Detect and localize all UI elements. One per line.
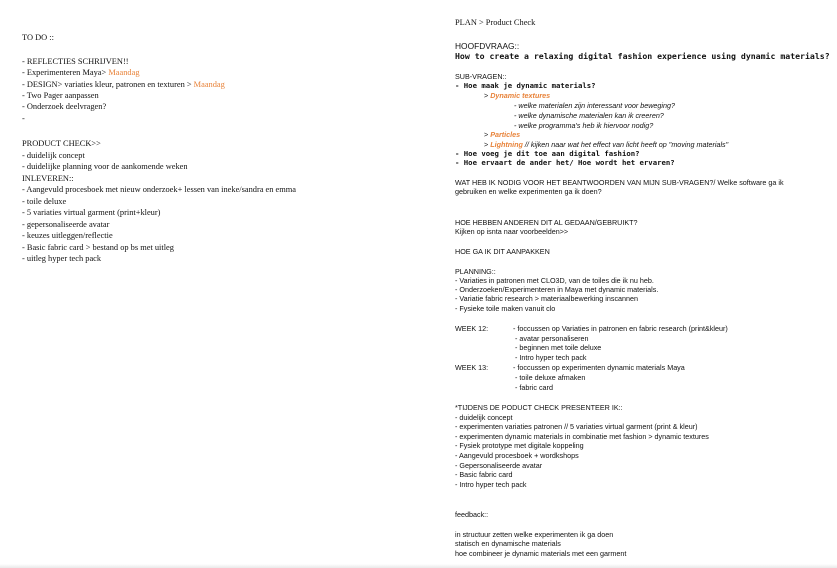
inleveren-item: - keuzes uitleggen/reflectie [22, 231, 113, 240]
inleveren-item: - gepersonaliseerde avatar [22, 220, 110, 229]
week12-label: WEEK 12: [455, 324, 489, 333]
planning-item: - Fysieke toile maken vanuit clo [455, 304, 556, 313]
inleveren-item: - 5 variaties virtual garment (print+kleur) [22, 208, 161, 217]
feedback-item: statisch en dynamische materials [455, 539, 561, 548]
present-label: *TIJDENS DE PODUCT CHECK PRESENTEER IK:: [455, 403, 623, 412]
inleveren-item: - Aangevuld procesboek met nieuw onderzoek+ lessen van ineke/sandra en emma [22, 185, 297, 194]
week13-item: - fabric card [515, 383, 553, 392]
sub-question: - Hoe voeg je dit toe aan digital fashion? [455, 149, 640, 158]
question-item: - welke dynamische materialen kan ik creeren? [514, 111, 664, 120]
planning-label: PLANNING:: [455, 267, 496, 276]
week13-label: WEEK 13: [455, 363, 489, 372]
particles-label: Particles [490, 130, 521, 139]
present-item: - Gepersonaliseerde avatar [455, 461, 543, 470]
breadcrumb: PLAN > Product Check [455, 18, 536, 27]
anderen-text: HOE HEBBEN ANDEREN DIT AL GEDAAN/GEBRUIKT? [455, 218, 638, 227]
todo-accent: Maandag [193, 80, 225, 89]
subvragen-label: SUB-VRAGEN:: [455, 72, 507, 81]
todo-item: - Onderzoek deelvragen? [22, 102, 107, 111]
todo-item: - Experimenteren Maya> Maandag [22, 68, 140, 77]
planning-item: - Variaties in patronen met CLO3D, van de toiles die ik nu heb. [455, 276, 654, 285]
week13-item: - toile deluxe afmaken [515, 373, 586, 382]
sub-question: - Hoe maak je dynamic materials? [455, 81, 596, 90]
inleveren-item: - Basic fabric card > bestand op bs met uitleg [22, 243, 174, 252]
todo-item: - DESIGN> variaties kleur, patronen en texturen > Maandag [22, 80, 225, 89]
planning-item: - Onderzoeken/Experimenteren in Maya met dynamic materials. [455, 285, 659, 294]
sub-topic: > Particles [484, 130, 521, 139]
product-check-item: - duidelijke planning voor de aankomende weken [22, 162, 188, 171]
dynamic-textures-label: Dynamic textures [490, 91, 551, 100]
present-item: - Intro hyper tech pack [455, 480, 527, 489]
page-bottom-edge [0, 564, 837, 568]
week12-item: - beginnen met toile deluxe [515, 343, 602, 352]
todo-item: - Two Pager aanpassen [22, 91, 99, 100]
feedback-label: feedback:: [455, 510, 489, 519]
question-item: - welke materialen zijn interessant voor beweging? [514, 101, 676, 110]
sub-topic: > Lightning // kijken naar wat het effect van licht heeft op "moving materials" [484, 140, 729, 149]
present-item: - experimenten dynamic materials in combinatie met fashion > dynamic textures [455, 432, 709, 441]
product-check-title: PRODUCT CHECK>> [22, 139, 101, 148]
lightning-label: Lightning [490, 140, 523, 149]
inleveren-item: - uitleg hyper tech pack [22, 254, 102, 263]
todo-title: TO DO :: [22, 33, 54, 42]
present-item: - Fysiek prototype met digitale koppeling [455, 441, 584, 450]
hoofdvraag-label: HOOFDVRAAG:: [455, 41, 520, 51]
todo-item: - [22, 114, 25, 123]
week12-item: - foccussen op Variaties in patronen en fabric research (print&kleur) [513, 324, 728, 333]
todo-item: - REFLECTIES SCHRIJVEN!! [22, 57, 129, 66]
right-page [420, 0, 837, 568]
aanpakken-heading: HOE GA IK DIT AANPAKKEN [455, 247, 550, 256]
sub-topic: > Dynamic textures [484, 91, 551, 100]
week12-item: - avatar personaliseren [515, 334, 589, 343]
feedback-item: hoe combineer je dynamic materials met een garment [455, 549, 627, 558]
present-item: - Aangevuld procesboek + wordkshops [455, 451, 579, 460]
product-check-item: - duidelijk concept [22, 151, 85, 160]
planning-item: - Variatie fabric research > materiaalbewerking inscannen [455, 294, 639, 303]
anderen-text: Kijken op isnta naar voorbeelden>> [455, 227, 569, 236]
nodig-text: gebruiken en welke experimenten ga ik doen? [455, 187, 602, 196]
left-page [0, 0, 418, 568]
inleveren-title: INLEVEREN:: [22, 174, 74, 183]
present-item: - duidelijk concept [455, 413, 513, 422]
week12-item: - Intro hyper tech pack [515, 353, 587, 362]
todo-accent: Maandag [108, 68, 140, 77]
present-item: - Basic fabric card [455, 470, 513, 479]
question-item: - welke programma's heb ik hiervoor nodig? [514, 121, 654, 130]
hoofdvraag: How to create a relaxing digital fashion experience using dynamic materials? [455, 51, 830, 61]
nodig-text: WAT HEB IK NODIG VOOR HET BEANTWOORDEN VAN MIJN SUB-VRAGEN?/ Welke software ga ik [455, 178, 784, 187]
feedback-item: in structuur zetten welke experimenten ik ga doen [455, 530, 614, 539]
sub-question: - Hoe ervaart de ander het/ Hoe wordt het ervaren? [455, 158, 675, 167]
inleveren-item: - toile deluxe [22, 197, 67, 206]
present-item: - experimenten variaties patronen // 5 variaties virtual garment (print & kleur) [455, 422, 698, 431]
week13-item: - foccussen op experimenten dynamic materials Maya [513, 363, 685, 372]
